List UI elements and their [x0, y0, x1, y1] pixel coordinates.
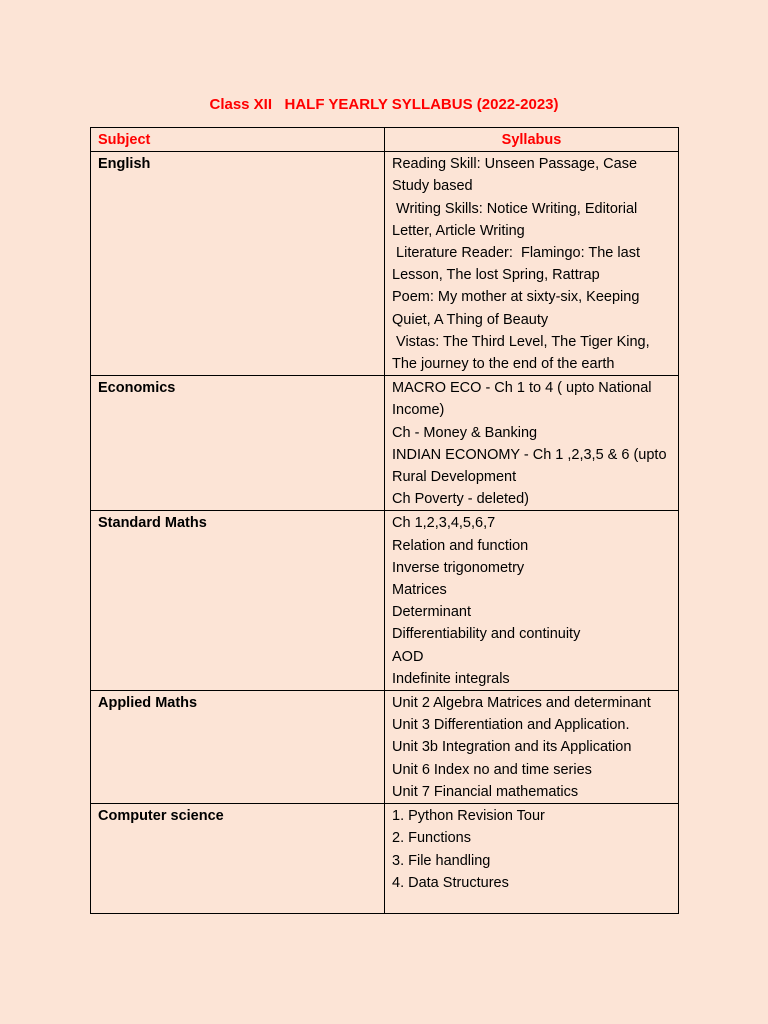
table-row [91, 152, 679, 376]
syllabus-line: Literature Reader: Flamingo: The last Lesson, The lost Spring, Rattrap [392, 245, 644, 284]
syllabus-line: 3. File handling [392, 852, 491, 869]
table-row [91, 376, 679, 511]
table-row [91, 691, 679, 804]
syllabus-line: Unit 3 Differentiation and Application. [392, 717, 630, 734]
header-subject: Subject [91, 128, 385, 152]
syllabus-line: Vistas: The Third Level, The Tiger King, The journey to the end of the earth [392, 333, 654, 373]
syllabus-line: Differentiability and continuity [392, 626, 581, 643]
syllabus-cell [385, 804, 679, 914]
table-row [91, 511, 679, 691]
syllabus-line: Reading Skill: Unseen Passage, Case Study based [392, 156, 642, 195]
syllabus-line: Indefinite integrals [392, 670, 510, 687]
syllabus-line: Unit 7 Financial mathematics [392, 783, 579, 800]
syllabus-line: Determinant [392, 604, 471, 621]
subject-cell: Computer science [91, 804, 385, 914]
syllabus-cell [385, 152, 679, 376]
syllabus-line: Writing Skills: Notice Writing, Editorial Letter, Article Writing [392, 200, 642, 239]
syllabus-line: Unit 6 Index no and time series [392, 761, 592, 778]
table-row [91, 804, 679, 914]
syllabus-line: MACRO ECO - Ch 1 to 4 ( upto National Income) [392, 380, 656, 419]
syllabus-table [90, 127, 679, 914]
header-syllabus: Syllabus [385, 128, 679, 152]
syllabus-cell [385, 376, 679, 511]
subject-cell: Standard Maths [91, 511, 385, 691]
syllabus-line: Ch - Money & Banking [392, 424, 538, 441]
subject-cell: Economics [91, 376, 385, 511]
syllabus-line: 4. Data Structures [392, 874, 509, 891]
syllabus-line: Unit 2 Algebra Matrices and determinant [392, 695, 651, 712]
page-title: Class XII HALF YEARLY SYLLABUS (2022-2023) [209, 96, 559, 113]
syllabus-line: 2. Functions [392, 830, 471, 847]
syllabus-line: 1. Python Revision Tour [392, 808, 545, 825]
syllabus-cell [385, 691, 679, 804]
syllabus-line: Inverse trigonometry [392, 559, 525, 576]
syllabus-line: Relation and function [392, 537, 529, 554]
syllabus-line: Unit 3b Integration and its Application [392, 739, 632, 756]
table-header-row [91, 128, 679, 152]
subject-cell: English [91, 152, 385, 376]
syllabus-line: Ch 1,2,3,4,5,6,7 [392, 515, 496, 532]
syllabus-line: Matrices [392, 582, 447, 599]
syllabus-line: AOD [392, 648, 424, 665]
syllabus-line: Poem: My mother at sixty-six, Keeping Quiet, A Thing of Beauty [392, 289, 644, 328]
syllabus-line: Ch Poverty - deleted) [392, 491, 530, 508]
subject-cell: Applied Maths [91, 691, 385, 804]
syllabus-cell [385, 511, 679, 691]
syllabus-line: INDIAN ECONOMY - Ch 1 ,2,3,5 & 6 (upto Rural Development [392, 446, 671, 486]
